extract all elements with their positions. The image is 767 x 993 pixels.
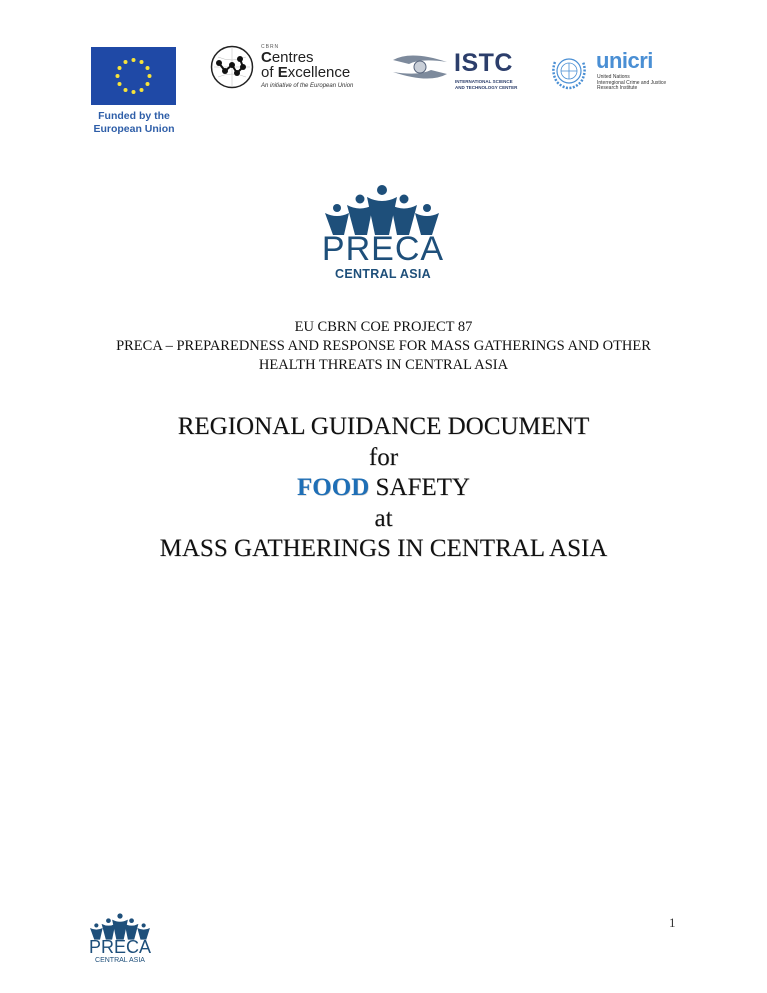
title-line-2: for	[368, 443, 399, 471]
project-name-line1: PRECA – PREPAREDNESS AND RESPONSE FOR MASS GATHERINGS AND OTHER	[116, 338, 651, 354]
title-line-5: MASS GATHERINGS IN CENTRAL ASIA	[159, 535, 608, 562]
footer-logo-region: CENTRAL ASIA	[95, 957, 145, 964]
eu-flag-logo	[91, 47, 176, 105]
eu-stars-icon	[91, 47, 176, 105]
title-line-3: FOOD SAFETY	[297, 474, 470, 501]
title-line-4: at	[374, 504, 393, 532]
project-name-line2: HEALTH THREATS IN CENTRAL ASIA	[258, 357, 509, 373]
page-number: 1	[669, 915, 676, 930]
preca-logo-region: CENTRAL ASIA	[335, 267, 431, 281]
unicri-subtitle: United Nations Interregional Crime and Justice Research Institute	[597, 74, 667, 91]
cbrn-label: CBRN	[261, 44, 280, 50]
preca-logo-word: PRECA	[321, 230, 445, 268]
cbrn-coe-subtitle: An initiative of the European Union	[261, 83, 354, 89]
cbrn-coe-network-icon	[210, 45, 254, 89]
istc-subtitle: INTERNATIONAL SCIENCE AND TECHNOLOGY CENTER	[455, 79, 518, 90]
istc-title: ISTC	[454, 49, 513, 77]
title-highlight-food: FOOD	[297, 474, 370, 501]
project-code: EU CBRN COE PROJECT 87	[294, 319, 473, 335]
eu-caption-line1: Funded by the	[98, 110, 170, 122]
title-line-1: REGIONAL GUIDANCE DOCUMENT	[177, 413, 590, 440]
cbrn-coe-title: Centres of Excellence	[261, 49, 351, 81]
istc-swoosh-icon	[391, 52, 449, 82]
project-heading	[80, 318, 687, 375]
footer-logo-word: PRECA	[88, 937, 151, 957]
document-title	[80, 412, 687, 565]
eu-funding-caption	[84, 110, 184, 136]
unicri-title: unicri	[596, 48, 653, 73]
un-emblem-icon	[549, 52, 589, 90]
eu-caption-line2: European Union	[93, 123, 175, 135]
